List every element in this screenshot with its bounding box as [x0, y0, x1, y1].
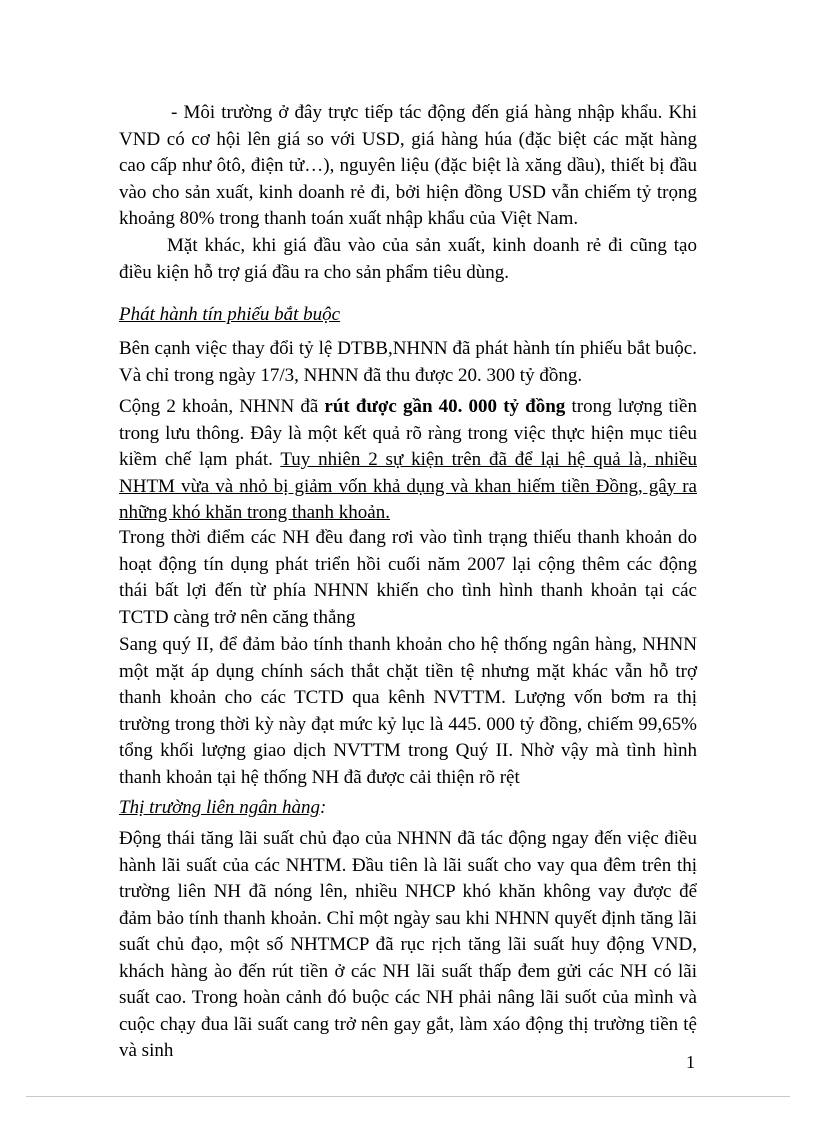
heading-interbank-colon: :	[320, 797, 327, 818]
withdrawal-amount-bold: rút được gần 40. 000 tỷ đồng	[324, 396, 566, 417]
paragraph-withdrawal	[119, 394, 697, 527]
paragraph-withdrawal-text-a: Cộng 2 khoản, NHNN đã	[119, 396, 325, 417]
paragraph-import-prices: - Môi trường ở đây trực tiếp tác động đến giá hàng nhập khẩu. Khi VND có cơ hội lên giá so với USD, giá hàng húa (đặc biệt các mặt hàng cao cấp như ôtô, điện tử…), nguyên liệu (đặc biệt là xăng dầu), thiết bị đầu vào cho sản xuất, kinh doanh rẻ đi, bởi hiện đồng USD vẫn chiếm tỷ trọng khoảng 80% trong thanh toán xuất nhập khẩu của Việt Nam.	[119, 102, 697, 229]
heading-mandatory-bills: Phát hành tín phiếu bắt buộc	[119, 304, 341, 325]
paragraph-interest-rates: Động thái tăng lãi suất chủ đạo của NHNN đã tác động ngay đến việc điều hành lãi suất của các NHTM. Đầu tiên là lãi suất cho vay qua đêm trên thị trường liên NH đã nóng lên, nhiều NHCP khó khăn không vay được để đảm bảo tính thanh khoản. Chỉ một ngày sau khi NHNN quyết định tăng lãi suất chủ đạo, một số NHTMCP đã rục rịch tăng lãi suất huy động VND, khách hàng ào đến rút tiền ở các NH lãi suất thấp đem gửi các NH có lãi suất cao. Trong hoàn cảnh đó buộc các NH phải nâng lãi suốt của mình và cuộc chạy đua lãi suất cang trở nên gay gắt, làm xáo động thị trường tiền tệ và sinh	[119, 828, 697, 1061]
paragraph-quarter-two: Sang quý II, để đảm bảo tính thanh khoản cho hệ thống ngân hàng, NHNN một mặt áp dụng chính sách thắt chặt tiền tệ nhưng mặt khác vẫn hỗ trợ thanh khoản cho các TCTD qua kênh NVTTM. Lượng vốn bơm ra thị trường trong thời kỳ này đạt mức kỷ lục là 445. 000 tỷ đồng, chiếm 99,65% tổng khối lượng giao dịch NVTTM trong Quý II. Nhờ vậy mà tình hình thanh khoản tại hệ thống NH đã được cải thiện rõ rệt	[119, 634, 697, 788]
liquidity-consequence-underlined: Tuy nhiên 2 sự kiện trên đã để lại hệ quả là, nhiều NHTM vừa và nhỏ bị giảm vốn khả dụng và khan hiếm tiền Đồng, gây ra những khó khăn trong thanh khoản.	[119, 449, 697, 523]
paragraph-liquidity-shortage: Trong thời điểm các NH đều đang rơi vào tình trạng thiếu thanh khoản do hoạt động tín dụng phát triển hồi cuối năm 2007 lại cộng thêm các động thái bất lợi đến từ phía NHNN khiến cho tình hình thanh khoản tại các TCTD càng trở nên căng thẳng	[119, 527, 697, 628]
heading-interbank-text: Thị trường liên ngân hàng	[119, 797, 321, 818]
heading-interbank-market	[119, 795, 326, 821]
paragraph-withdrawal-text-b: trong lượng tiền trong lưu thông. Đây là một kết quả rõ ràng trong việc thực hiện mục tiêu kiềm chế lạm phát.	[119, 396, 697, 470]
footer-divider	[26, 1096, 790, 1097]
paragraph-reserve-ratio: Bên cạnh việc thay đổi tỷ lệ DTBB,NHNN đã phát hành tín phiếu bắt buộc. Và chỉ trong ngày 17/3, NHNN đã thu được 20. 300 tỷ đồng.	[119, 338, 697, 386]
page-number: 1	[686, 1052, 695, 1072]
paragraph-input-costs: Mặt khác, khi giá đầu vào của sản xuất, kinh doanh rẻ đi cũng tạo điều kiện hỗ trợ giá đầu ra cho sản phẩm tiêu dùng.	[119, 235, 697, 283]
